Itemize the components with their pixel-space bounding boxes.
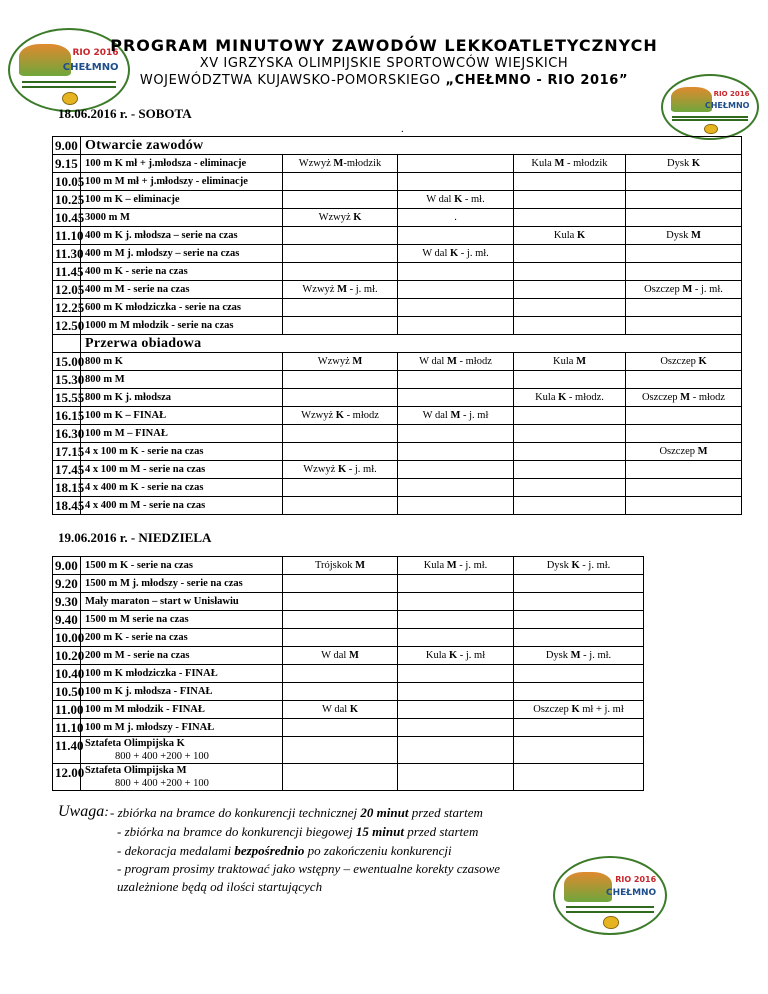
- discipline-cell: [283, 611, 398, 629]
- discipline-cell: [398, 701, 514, 719]
- table-row: [53, 263, 742, 281]
- discipline-cell: [398, 281, 514, 299]
- event-cell: Mały maraton – start w Unisławiu: [81, 593, 283, 611]
- table-row: [53, 461, 742, 479]
- table-row: [53, 425, 742, 443]
- discipline-cell: W dal M - j. mł: [398, 407, 514, 425]
- time-cell: 10.50: [53, 683, 81, 701]
- relay-legs: 800 + 400 +200 + 100: [115, 751, 209, 762]
- discipline-cell: [398, 764, 514, 791]
- logo-city-text: CHEŁMNO: [704, 100, 750, 110]
- discipline-cell: Oszczep K mł + j. mł: [514, 701, 644, 719]
- table-row: [53, 353, 742, 371]
- table-row: [53, 701, 644, 719]
- table-row: [53, 389, 742, 407]
- discipline-cell: [398, 629, 514, 647]
- discipline-cell: [398, 719, 514, 737]
- table-row: [53, 407, 742, 425]
- discipline-cell: Dysk K - j. mł.: [514, 557, 644, 575]
- discipline-cell: [283, 173, 398, 191]
- discipline-cell: Trójskok M: [283, 557, 398, 575]
- discipline-cell: W dal K - mł.: [398, 191, 514, 209]
- discipline-cell: Oszczep M - j. mł.: [626, 281, 742, 299]
- logo-rio-text: RIO 2016: [72, 47, 119, 58]
- discipline-cell: [398, 593, 514, 611]
- discipline-cell: [283, 719, 398, 737]
- event-cell: 200 m M - serie na czas: [81, 647, 283, 665]
- discipline-cell: [626, 371, 742, 389]
- event-cell: 1500 m K - serie na czas: [81, 557, 283, 575]
- discipline-cell: [398, 263, 514, 281]
- time-cell: 17.45: [53, 461, 81, 479]
- discipline-cell: Wzwyż K: [283, 209, 398, 227]
- time-cell: 9.40: [53, 611, 81, 629]
- discipline-cell: [398, 425, 514, 443]
- note-item: - program prosimy traktować jako wstępny – ewentualne korekty czasowe: [117, 861, 501, 876]
- event-cell: 400 m M - serie na czas: [81, 281, 283, 299]
- time-cell: 10.40: [53, 665, 81, 683]
- logo-city-text: CHEŁMNO: [62, 62, 119, 73]
- table-row: [53, 245, 742, 263]
- table-row: [53, 479, 742, 497]
- discipline-cell: Kula K: [514, 227, 626, 245]
- discipline-cell: [283, 191, 398, 209]
- discipline-cell: [398, 317, 514, 335]
- discipline-cell: Wzwyż M: [283, 353, 398, 371]
- logo-city-text: CHEŁMNO: [606, 888, 657, 898]
- document-subtitle-2: WOJEWÓDZTWA KUJAWSKO-POMORSKIEGO „CHEŁMNO - RIO 2016”: [139, 73, 629, 88]
- table-row: [53, 719, 644, 737]
- discipline-cell: [398, 683, 514, 701]
- discipline-cell: [398, 173, 514, 191]
- time-cell: 11.00: [53, 701, 81, 719]
- time-cell: 10.05: [53, 173, 81, 191]
- discipline-cell: [283, 299, 398, 317]
- time-cell: 12.00: [53, 764, 81, 791]
- table-row: [53, 209, 742, 227]
- discipline-cell: [626, 299, 742, 317]
- event-cell: 100 m K j. młodsza - FINAŁ: [81, 683, 283, 701]
- time-cell: 15.55: [53, 389, 81, 407]
- discipline-cell: [398, 737, 514, 764]
- time-cell: [53, 335, 81, 353]
- time-cell: 12.05: [53, 281, 81, 299]
- discipline-cell: [626, 461, 742, 479]
- discipline-cell: [514, 479, 626, 497]
- table-row: [53, 683, 644, 701]
- discipline-cell: [398, 371, 514, 389]
- discipline-cell: Kula K - młodz.: [514, 389, 626, 407]
- discipline-cell: [283, 764, 398, 791]
- time-cell: 15.30: [53, 371, 81, 389]
- event-cell: Sztafeta Olimpijska K 800 + 400 +200 + 100: [81, 737, 283, 764]
- discipline-cell: [283, 389, 398, 407]
- event-cell: 800 m K: [81, 353, 283, 371]
- discipline-cell: [514, 245, 626, 263]
- discipline-cell: Oszczep M - młodz: [626, 389, 742, 407]
- discipline-cell: Wzwyż M-młodzik: [283, 155, 398, 173]
- note-item: uzależnione będą od ilości startujących: [117, 879, 323, 894]
- discipline-cell: [283, 593, 398, 611]
- discipline-cell: [514, 371, 626, 389]
- time-cell: 9.30: [53, 593, 81, 611]
- discipline-cell: [626, 407, 742, 425]
- discipline-cell: [514, 683, 644, 701]
- time-cell: 18.45: [53, 497, 81, 515]
- table-row: [53, 629, 644, 647]
- discipline-cell: .: [398, 209, 514, 227]
- discipline-cell: [514, 593, 644, 611]
- section-heading: Przerwa obiadowa: [81, 335, 742, 353]
- notes-label: Uwaga:: [58, 803, 109, 820]
- discipline-cell: [283, 683, 398, 701]
- event-cell: 100 m M mł + j.młodszy - eliminacje: [81, 173, 283, 191]
- event-cell: 4 x 100 m K - serie na czas: [81, 443, 283, 461]
- event-cell: 100 m K młodziczka - FINAŁ: [81, 665, 283, 683]
- discipline-cell: [283, 629, 398, 647]
- discipline-cell: [626, 209, 742, 227]
- event-cell: 100 m M – FINAŁ: [81, 425, 283, 443]
- time-cell: 9.20: [53, 575, 81, 593]
- section-heading: Otwarcie zawodów: [81, 137, 742, 155]
- discipline-cell: Wzwyż M - j. mł.: [283, 281, 398, 299]
- discipline-cell: [514, 764, 644, 791]
- table-row: [53, 647, 644, 665]
- discipline-cell: [514, 173, 626, 191]
- discipline-cell: [398, 299, 514, 317]
- discipline-cell: [283, 575, 398, 593]
- time-cell: 15.00: [53, 353, 81, 371]
- table-row: [53, 593, 644, 611]
- discipline-cell: [514, 209, 626, 227]
- discipline-cell: [514, 281, 626, 299]
- discipline-cell: [514, 737, 644, 764]
- time-cell: 16.30: [53, 425, 81, 443]
- event-cell: 1500 m M j. młodszy - serie na czas: [81, 575, 283, 593]
- discipline-cell: [514, 665, 644, 683]
- discipline-cell: [514, 317, 626, 335]
- discipline-cell: [398, 389, 514, 407]
- table-row: [53, 575, 644, 593]
- note-item: - dekoracja medalami bezpośrednio po zakończeniu konkurencji: [117, 843, 452, 858]
- event-cell: 100 m K mł + j.młodsza - eliminacje: [81, 155, 283, 173]
- discipline-cell: [626, 479, 742, 497]
- table-row: [53, 443, 742, 461]
- discipline-cell: [398, 461, 514, 479]
- table-row: [53, 137, 742, 155]
- table-row: [53, 764, 644, 791]
- event-cell: 100 m M j. młodszy - FINAŁ: [81, 719, 283, 737]
- event-cell: 4 x 400 m M - serie na czas: [81, 497, 283, 515]
- discipline-cell: [626, 317, 742, 335]
- discipline-cell: [626, 497, 742, 515]
- discipline-cell: [514, 443, 626, 461]
- time-cell: 9.15: [53, 155, 81, 173]
- schedule-table-sunday: [52, 556, 644, 791]
- discipline-cell: [283, 737, 398, 764]
- table-row: [53, 317, 742, 335]
- note-item: - zbiórka na bramce do konkurencji biegowej 15 minut przed startem: [117, 824, 479, 839]
- discipline-cell: [626, 173, 742, 191]
- discipline-cell: [398, 227, 514, 245]
- time-cell: 10.00: [53, 629, 81, 647]
- discipline-cell: Wzwyż K - j. mł.: [283, 461, 398, 479]
- discipline-cell: [514, 611, 644, 629]
- discipline-cell: [283, 227, 398, 245]
- time-cell: 17.15: [53, 443, 81, 461]
- event-cell: 1000 m M młodzik - serie na czas: [81, 317, 283, 335]
- event-cell: 100 m K – eliminacje: [81, 191, 283, 209]
- time-cell: 9.00: [53, 137, 81, 155]
- event-cell: 1500 m M serie na czas: [81, 611, 283, 629]
- discipline-cell: [514, 575, 644, 593]
- logo-rio-text: RIO 2016: [713, 89, 750, 98]
- discipline-cell: [626, 191, 742, 209]
- event-cell: 100 m K – FINAŁ: [81, 407, 283, 425]
- table-row: [53, 665, 644, 683]
- discipline-cell: Oszczep M: [626, 443, 742, 461]
- event-logo-bottom-right: [553, 856, 667, 935]
- discipline-cell: [514, 425, 626, 443]
- time-cell: 11.10: [53, 227, 81, 245]
- event-cell: 600 m K młodziczka - serie na czas: [81, 299, 283, 317]
- time-cell: 10.45: [53, 209, 81, 227]
- discipline-cell: [283, 263, 398, 281]
- event-cell: 400 m K j. młodsza – serie na czas: [81, 227, 283, 245]
- discipline-cell: [514, 191, 626, 209]
- discipline-cell: Wzwyż K - młodz: [283, 407, 398, 425]
- table-row: [53, 155, 742, 173]
- discipline-cell: [626, 263, 742, 281]
- table-row: [53, 335, 742, 353]
- discipline-cell: Dysk K: [626, 155, 742, 173]
- time-cell: 11.30: [53, 245, 81, 263]
- discipline-cell: Kula M: [514, 353, 626, 371]
- discipline-cell: Oszczep K: [626, 353, 742, 371]
- time-cell: 11.40: [53, 737, 81, 764]
- event-cell: 3000 m M: [81, 209, 283, 227]
- schedule-table-saturday: [52, 136, 742, 515]
- note-item: - zbiórka na bramce do konkurencji technicznej 20 minut przed startem: [110, 805, 483, 820]
- time-cell: 11.45: [53, 263, 81, 281]
- discipline-cell: W dal M: [283, 647, 398, 665]
- event-cell: 200 m K - serie na czas: [81, 629, 283, 647]
- event-cell: 800 m K j. młodsza: [81, 389, 283, 407]
- event-cell: 4 x 100 m M - serie na czas: [81, 461, 283, 479]
- table-row: [53, 173, 742, 191]
- table-row: [53, 611, 644, 629]
- discipline-cell: Kula M - młodzik: [514, 155, 626, 173]
- discipline-cell: [514, 407, 626, 425]
- day2-heading: 19.06.2016 r. - NIEDZIELA: [58, 530, 212, 545]
- discipline-cell: Kula M - j. mł.: [398, 557, 514, 575]
- stray-dot: .: [401, 123, 404, 135]
- discipline-cell: W dal M - młodz: [398, 353, 514, 371]
- discipline-cell: [514, 299, 626, 317]
- table-row: [53, 497, 742, 515]
- table-row: [53, 557, 644, 575]
- event-cell: 800 m M: [81, 371, 283, 389]
- discipline-cell: [283, 497, 398, 515]
- discipline-cell: Dysk M: [626, 227, 742, 245]
- time-cell: 10.20: [53, 647, 81, 665]
- discipline-cell: Kula K - j. mł: [398, 647, 514, 665]
- event-cell: 4 x 400 m K - serie na czas: [81, 479, 283, 497]
- table-row: [53, 737, 644, 764]
- discipline-cell: [283, 665, 398, 683]
- discipline-cell: [398, 443, 514, 461]
- event-cell: Sztafeta Olimpijska M 800 + 400 +200 + 100: [81, 764, 283, 791]
- discipline-cell: [398, 497, 514, 515]
- discipline-cell: [514, 497, 626, 515]
- discipline-cell: [514, 719, 644, 737]
- discipline-cell: [514, 629, 644, 647]
- table-row: [53, 281, 742, 299]
- time-cell: 11.10: [53, 719, 81, 737]
- table-row: [53, 227, 742, 245]
- document-title: PROGRAM MINUTOWY ZAWODÓW LEKKOATLETYCZNYCH: [110, 36, 658, 55]
- day1-heading: 18.06.2016 r. - SOBOTA: [58, 106, 192, 121]
- table-row: [53, 371, 742, 389]
- event-cell: 400 m M j. młodszy – serie na czas: [81, 245, 283, 263]
- discipline-cell: Dysk M - j. mł.: [514, 647, 644, 665]
- discipline-cell: [398, 611, 514, 629]
- discipline-cell: W dal K: [283, 701, 398, 719]
- event-cell: 400 m K - serie na czas: [81, 263, 283, 281]
- time-cell: 16.15: [53, 407, 81, 425]
- discipline-cell: [398, 479, 514, 497]
- time-cell: 10.25: [53, 191, 81, 209]
- discipline-cell: [398, 575, 514, 593]
- document-subtitle: XV IGRZYSKA OLIMPIJSKIE SPORTOWCÓW WIEJSKICH: [199, 56, 569, 71]
- discipline-cell: [283, 479, 398, 497]
- discipline-cell: W dal K - j. mł.: [398, 245, 514, 263]
- discipline-cell: [283, 443, 398, 461]
- discipline-cell: [283, 245, 398, 263]
- discipline-cell: [398, 155, 514, 173]
- discipline-cell: [626, 425, 742, 443]
- discipline-cell: [283, 425, 398, 443]
- discipline-cell: [514, 263, 626, 281]
- discipline-cell: [283, 371, 398, 389]
- event-cell: 100 m M młodzik - FINAŁ: [81, 701, 283, 719]
- logo-rio-text: RIO 2016: [615, 874, 657, 884]
- time-cell: 12.25: [53, 299, 81, 317]
- relay-legs: 800 + 400 +200 + 100: [115, 778, 209, 789]
- time-cell: 9.00: [53, 557, 81, 575]
- table-row: [53, 299, 742, 317]
- discipline-cell: [514, 461, 626, 479]
- discipline-cell: [283, 317, 398, 335]
- time-cell: 12.50: [53, 317, 81, 335]
- time-cell: 18.15: [53, 479, 81, 497]
- discipline-cell: [626, 245, 742, 263]
- table-row: [53, 191, 742, 209]
- discipline-cell: [398, 665, 514, 683]
